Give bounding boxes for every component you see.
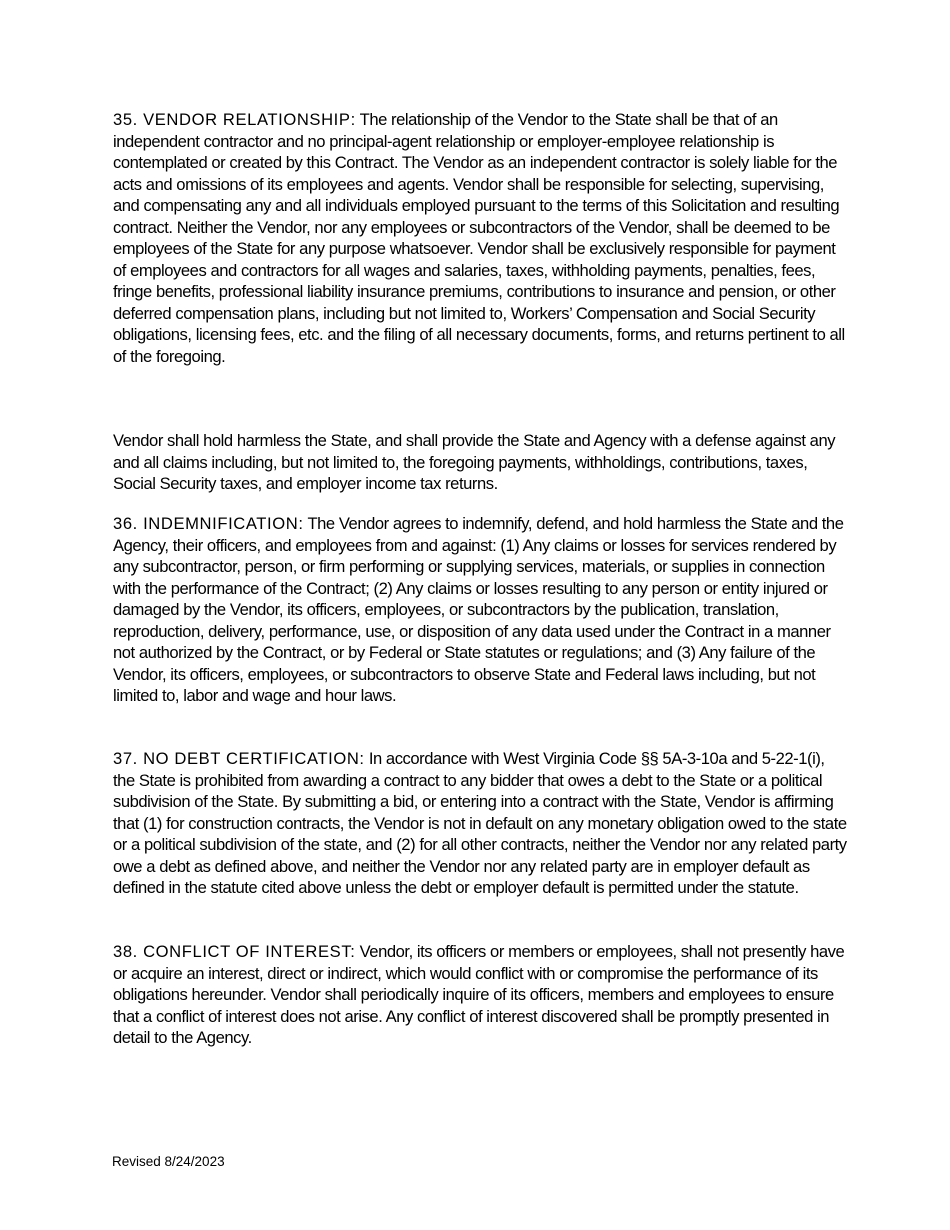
section-37-no-debt-certification	[113, 748, 848, 899]
section-35-body-2: Vendor shall hold harmless the State, and shall provide the State and Agency with a defense against any and all claims including, but not limited to, the foregoing payments, withholdings, contributions, taxes, Social Security taxes, and employer income tax returns.	[113, 431, 836, 493]
section-35-hold-harmless	[113, 430, 848, 495]
section-37-body: In accordance with West Virginia Code §§ 5A-3-10a and 5-22-1(i), the State is prohibited from awarding a contract to any bidder that owes a debt to the State or a political subdivision of the State. By submitting a bid, or entering into a contract with the State, Vendor is affirming that (1) for construction contracts, the Vendor is not in default on any monetary obligation owed to the state or a political subdivision of the state, and (2) for all other contracts, neither the Vendor nor any related party owe a debt as defined above, and neither the Vendor nor any related party are in employer default as defined in the statute cited above unless the debt or employer default is permitted under the statute.	[113, 749, 847, 897]
section-35-body: The relationship of the Vendor to the State shall be that of an independent contractor and no principal-agent relationship or employer-employee relationship is contemplated or created by this Contract. The Vendor as an independent contractor is solely liable for the acts and omissions of its employees and agents. Vendor shall be responsible for selecting, supervising, and compensating any and all individuals employed pursuant to the terms of this Solicitation and resulting contract. Neither the Vendor, nor any employees or subcontractors of the Vendor, shall be deemed to be employees of the State for any purpose whatsoever. Vendor shall be exclusively responsible for payment of employees and contractors for all wages and salaries, taxes, withholding payments, penalties, fees, fringe benefits, professional liability insurance premiums, contributions to insurance and pension, or other deferred compensation plans, including but not limited to, Workers’ Compensation and Social Security obligations, licensing fees, etc. and the filing of all necessary documents, forms, and returns pertinent to all of the foregoing.	[113, 110, 845, 366]
section-36-indemnification	[113, 513, 848, 707]
section-38-body: Vendor, its officers or members or employees, shall not presently have or acquire an interest, direct or indirect, which would conflict with or compromise the performance of its obligations hereunder. Vendor shall periodically inquire of its officers, members and employees to ensure that a conflict of interest does not arise. Any conflict of interest discovered shall be promptly presented in detail to the Agency.	[113, 942, 845, 1047]
section-38-conflict-of-interest	[113, 941, 848, 1049]
section-35-vendor-relationship	[113, 109, 848, 367]
section-36-body: The Vendor agrees to indemnify, defend, and hold harmless the State and the Agency, their officers, and employees from and against: (1) Any claims or losses for services rendered by any subcontractor, person, or firm performing or supplying services, materials, or supplies in connection with the performance of the Contract; (2) Any claims or losses resulting to any person or entity injured or damaged by the Vendor, its officers, employees, or subcontractors by the publication, translation, reproduction, delivery, performance, use, or disposition of any data used under the Contract in a manner not authorized by the Contract, or by Federal or State statutes or regulations; and (3) Any failure of the Vendor, its officers, employees, or subcontractors to observe State and Federal laws including, but not limited to, labor and wage and hour laws.	[113, 514, 844, 705]
section-37-heading: 37. NO DEBT CERTIFICATION:	[113, 749, 365, 768]
section-35-heading: 35. VENDOR RELATIONSHIP:	[113, 110, 356, 129]
section-38-heading: 38. CONFLICT OF INTEREST:	[113, 942, 356, 961]
revision-footer: Revised 8/24/2023	[112, 1154, 225, 1169]
section-36-heading: 36. INDEMNIFICATION:	[113, 514, 304, 533]
